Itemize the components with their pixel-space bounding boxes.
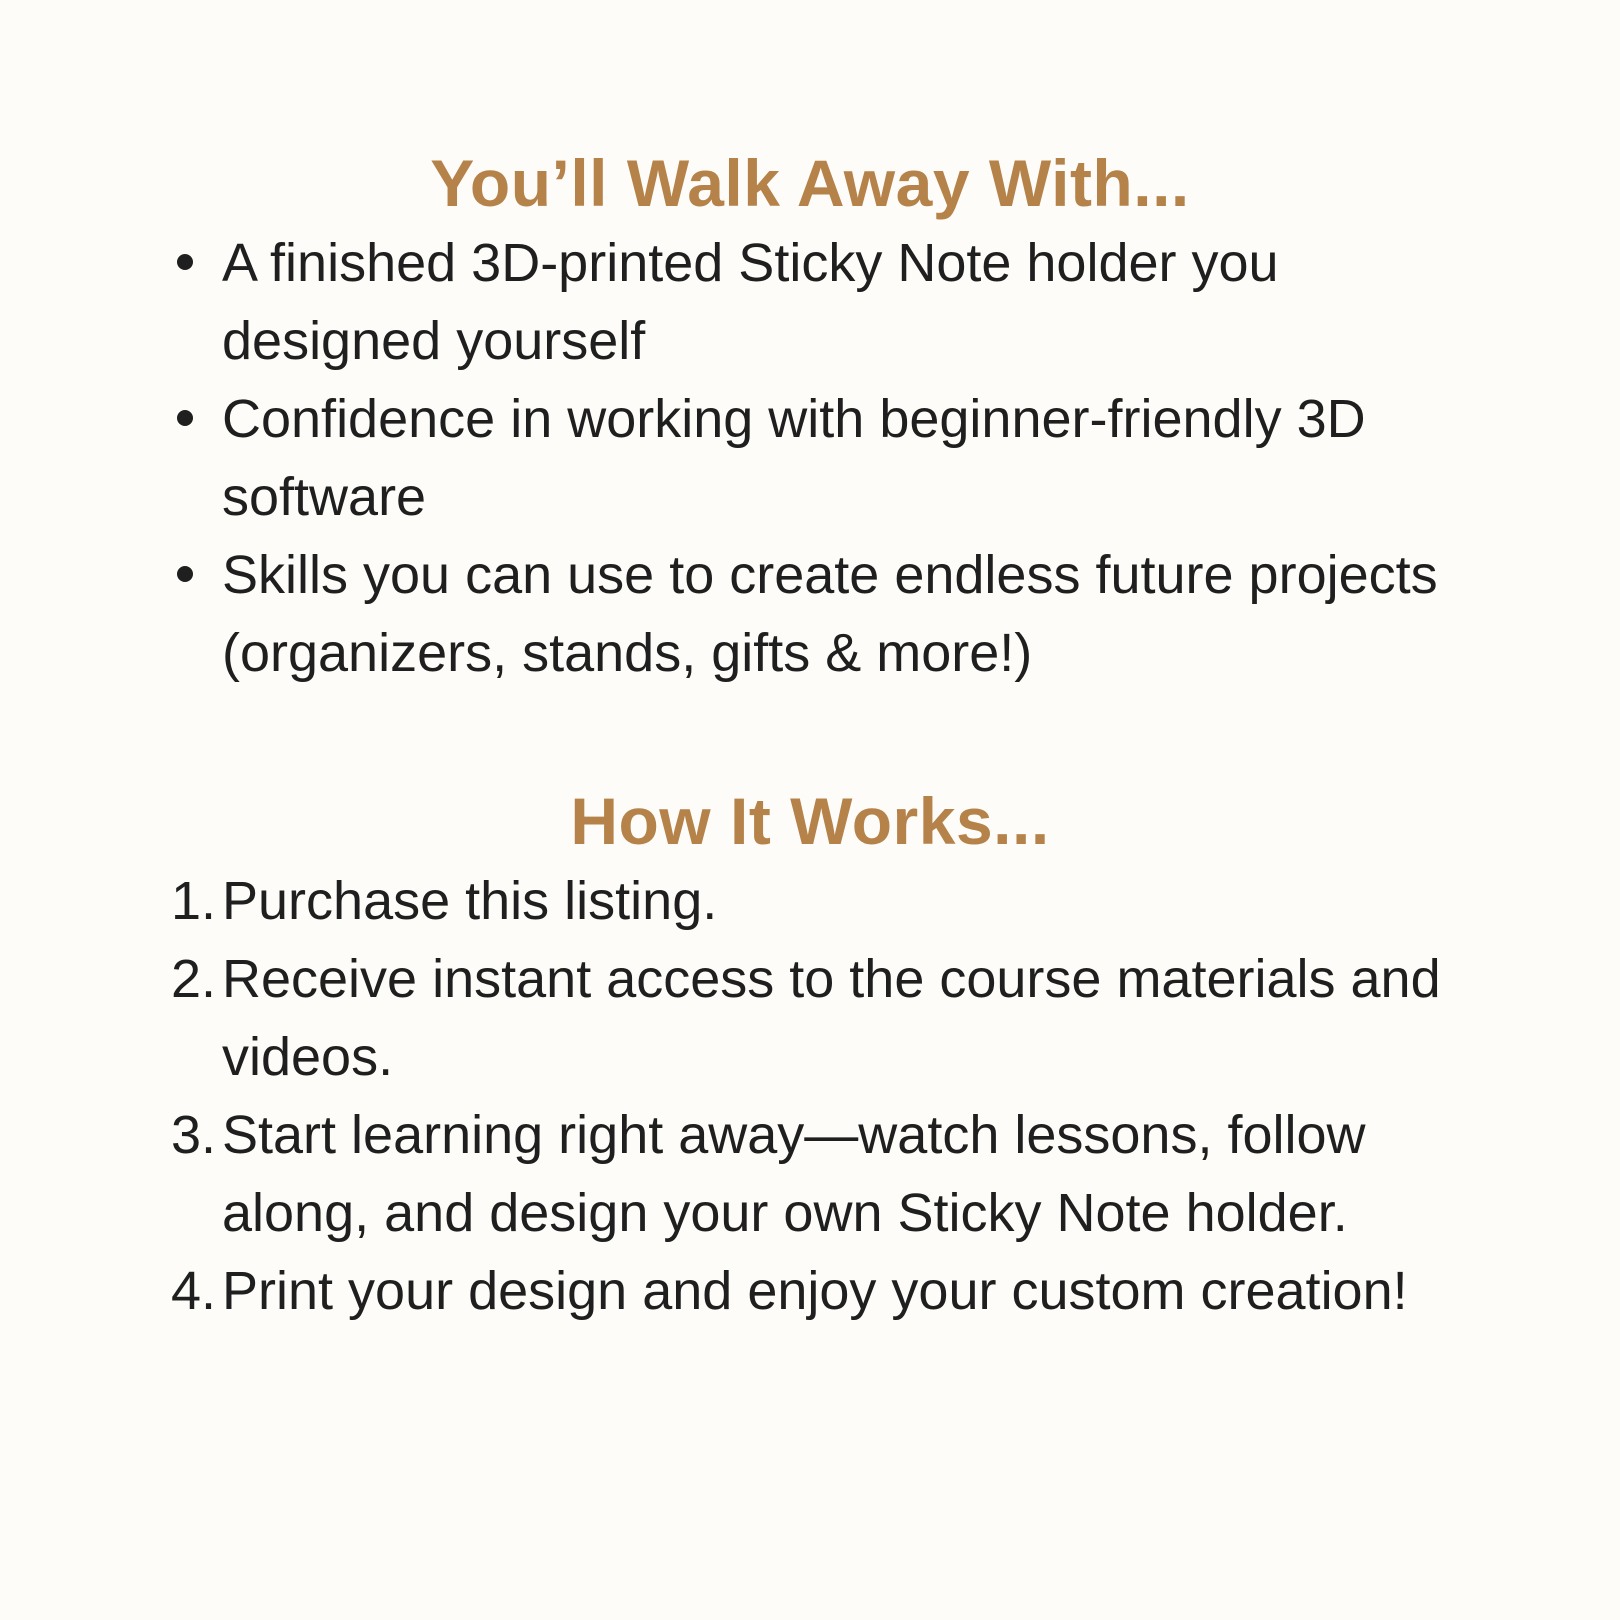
step-item [170,940,1512,1096]
list-item [222,380,1512,536]
how-it-works-heading: How It Works... [570,784,1050,858]
walk-away-heading: You’ll Walk Away With... [430,146,1190,220]
list-item-text: Confidence in working with beginner-friendly 3D software [222,389,1366,527]
bullet-icon [177,566,193,582]
walk-away-section [0,142,1620,692]
list-item [222,224,1512,380]
walk-away-list [222,224,1512,692]
step-item [170,1096,1512,1252]
step-number: 1. [170,871,216,931]
list-item-text: Skills you can use to create endless future projects (organizers, stands, gifts & more!) [222,545,1438,683]
step-text: Purchase this listing. [222,871,718,931]
step-text: Print your design and enjoy your custom creation! [222,1261,1408,1321]
list-item-text: A finished 3D-printed Sticky Note holder you designed yourself [222,233,1279,371]
step-item [170,1252,1512,1330]
bullet-icon [177,410,193,426]
step-number: 3. [170,1105,216,1165]
step-number: 4. [170,1261,216,1321]
list-item [222,536,1512,692]
how-it-works-list [170,862,1512,1330]
step-number: 2. [170,949,216,1009]
how-it-works-section [0,780,1620,1330]
step-item [170,862,1512,940]
step-text: Start learning right away—watch lessons, follow along, and design your own Sticky Note holder. [222,1105,1366,1243]
step-text: Receive instant access to the course materials and videos. [222,949,1441,1087]
bullet-icon [177,254,193,270]
